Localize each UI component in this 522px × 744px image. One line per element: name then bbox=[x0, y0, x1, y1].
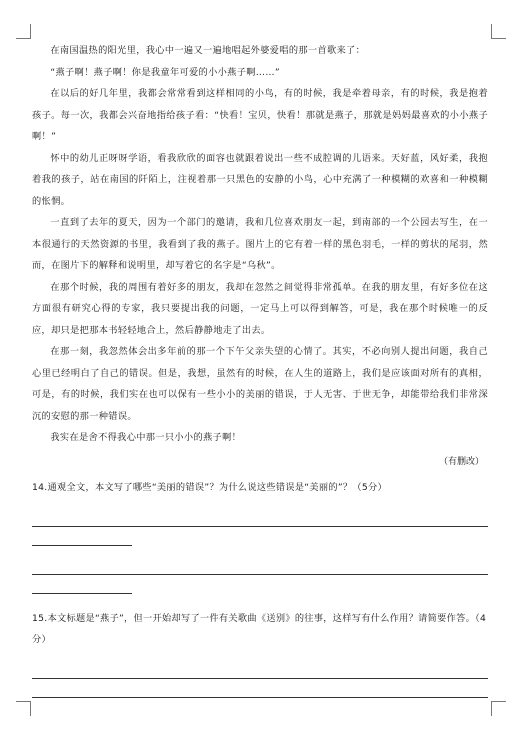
answer-line-14-4[interactable] bbox=[32, 593, 132, 594]
question-15: 15.本文标题是“燕子”，但一开始却写了一件有关歌曲《送别》的往事，这样写有什么作用？请简要作答。（4分） bbox=[32, 612, 487, 645]
crop-mark-top-left bbox=[16, 24, 31, 39]
article-paragraph-3: 在以后的好几年里，我都会常常看到这样相同的小鸟，有的时候，我是牵着母亲，有的时候，我是抱着孩子。每一次，我都会兴奋地指给孩子看：“快看！宝贝，快看！那就是燕子，那就是妈妈最喜欢的小小燕子啊！” bbox=[32, 88, 488, 142]
article-paragraph-8: 我实在是舍不得我心中那一只小小的燕子啊！ bbox=[50, 432, 242, 443]
article-paragraph-6: 在那个时候，我的周围有着好多的朋友，我却在忽然之间觉得非常孤单。在我的朋友里，有好多位在这方面很有研究心得的专家，我只要提出我的问题，一定马上可以得到解答，可是，我在那个时候唯一的反应，却只是把那本书轻轻地合上，然后静静地走了出去。 bbox=[32, 281, 488, 336]
question-14: 14.通观全文，本文写了哪些“美丽的错误”？为什么说这些错误是“美丽的”？（5分） bbox=[32, 481, 387, 493]
crop-mark-bottom-left bbox=[16, 701, 31, 716]
article-source-note: （有删改） bbox=[438, 456, 484, 467]
crop-mark-bottom-right bbox=[491, 701, 506, 716]
crop-mark-top-right bbox=[491, 24, 506, 39]
answer-line-15-2[interactable] bbox=[32, 697, 488, 698]
article-paragraph-1: 在南国温热的阳光里，我心中一遍又一遍地唱起外婆爱唱的那一首歌来了： bbox=[50, 45, 366, 56]
article-paragraph-4: 怀中的幼儿正呀呀学语，看我欣欣的面容也就跟着说出一些不成腔调的儿语来。天好蓝，风好柔，我抱着我的孩子，站在南国的阡陌上，注视着那一只黑色的安静的小鸟，心中充满了一种模糊的欢喜和一种模糊的怅惘。 bbox=[32, 152, 488, 207]
article-paragraph-5: 一直到了去年的夏天，因为一个部门的邀请，我和几位喜欢朋友一起，到南部的一个公园去写生，在一本很通行的天然资源的书里，我看到了我的燕子。图片上的它有着一样的黑色羽毛，一样的剪状的尾羽，然而，在图片下的解释和说明里，却写着它的名字是“乌秋”。 bbox=[32, 217, 488, 271]
article-paragraph-2: “燕子啊！燕子啊！你是我童年可爱的小小燕子啊……” bbox=[50, 66, 280, 78]
article-paragraph-7: 在那一刻，我忽然体会出多年前的那一个下午父亲失望的心情了。其实，不必向别人提出问题，我自己心里已经明白了自己的错误。但是，我想，虽然有的时候，在人生的道路上，我们是应该面对所有的真相，可是，有的时候，我们实在也可以保有一些小小的美丽的错误，于人无害、于世无争，却能带给我们非常深沉的安慰的那一种错误。 bbox=[32, 346, 488, 422]
document-body bbox=[32, 40, 488, 698]
